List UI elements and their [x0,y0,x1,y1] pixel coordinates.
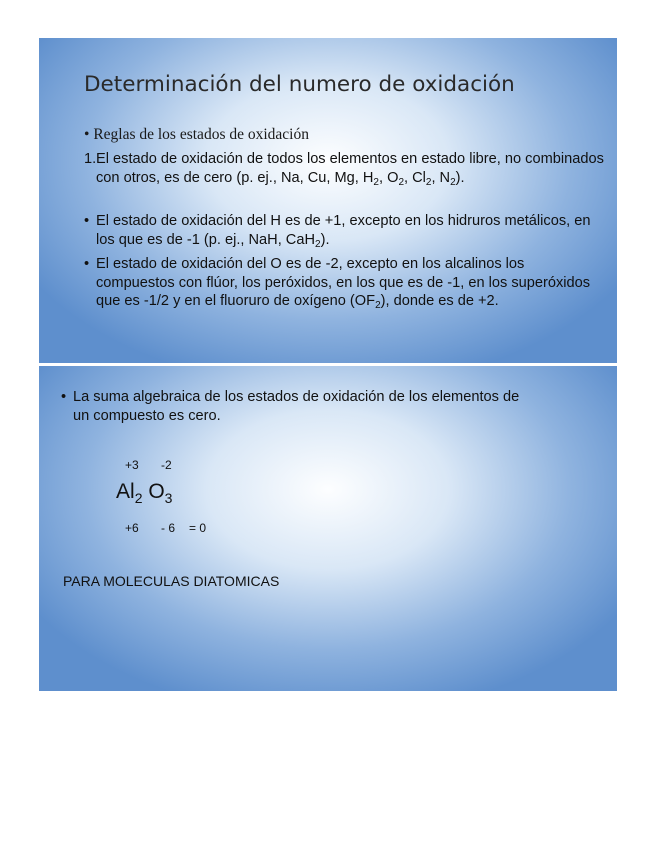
sum-rule-text: La suma algebraica de los estados de oxidación de los elementos de un compuesto es cero. [73,389,520,424]
slide-title: Determinación del numero de oxidación [84,72,515,97]
sum-o: - 6 [161,521,176,535]
slide-2 [39,366,617,691]
sum-al: +6 [125,521,139,535]
rule-number: 1. [84,151,97,167]
rule-1-text: El estado de oxidación de todos los elementos en estado libre, no combinados con otros, es de cero (p. ej., Na, Cu, Mg, $H_2$, $O_2$, $Cl_2$, $N_2$). [96,151,604,188]
rule-2-text: El estado de oxidación del H es de +1, excepto en los hidruros metálicos, en los que es de -1 (p. ej., NaH, CaH$_2$). [96,213,591,250]
ox-state-o: -2 [161,458,172,472]
rule-2 [84,212,604,249]
ox-state-al: +3 [125,458,139,472]
rule-3 [84,255,604,311]
bullet: • [84,213,90,229]
bullet: • [84,126,90,143]
rule-1 [84,150,604,187]
bullet: • [61,389,67,405]
formula-al2o3: $Al_2$ $O_3$ [116,480,173,506]
slide-1 [39,38,617,363]
subhead-text: Reglas de los estados de oxidación [93,126,309,143]
bullet: • [84,256,90,272]
sum-rule [61,388,531,425]
sum-result: = 0 [189,521,207,535]
rule-3-text: El estado de oxidación del O es de -2, excepto en los alcalinos los compuestos con flúor, los peróxidos, en los que es de -1, en los superóxidos que es -1/2 y en el fluoruro de oxígeno $(OF_2)$, donde es de +2. [96,256,591,311]
subhead [84,126,309,144]
diatomic-heading: PARA MOLECULAS DIATOMICAS [63,573,280,589]
